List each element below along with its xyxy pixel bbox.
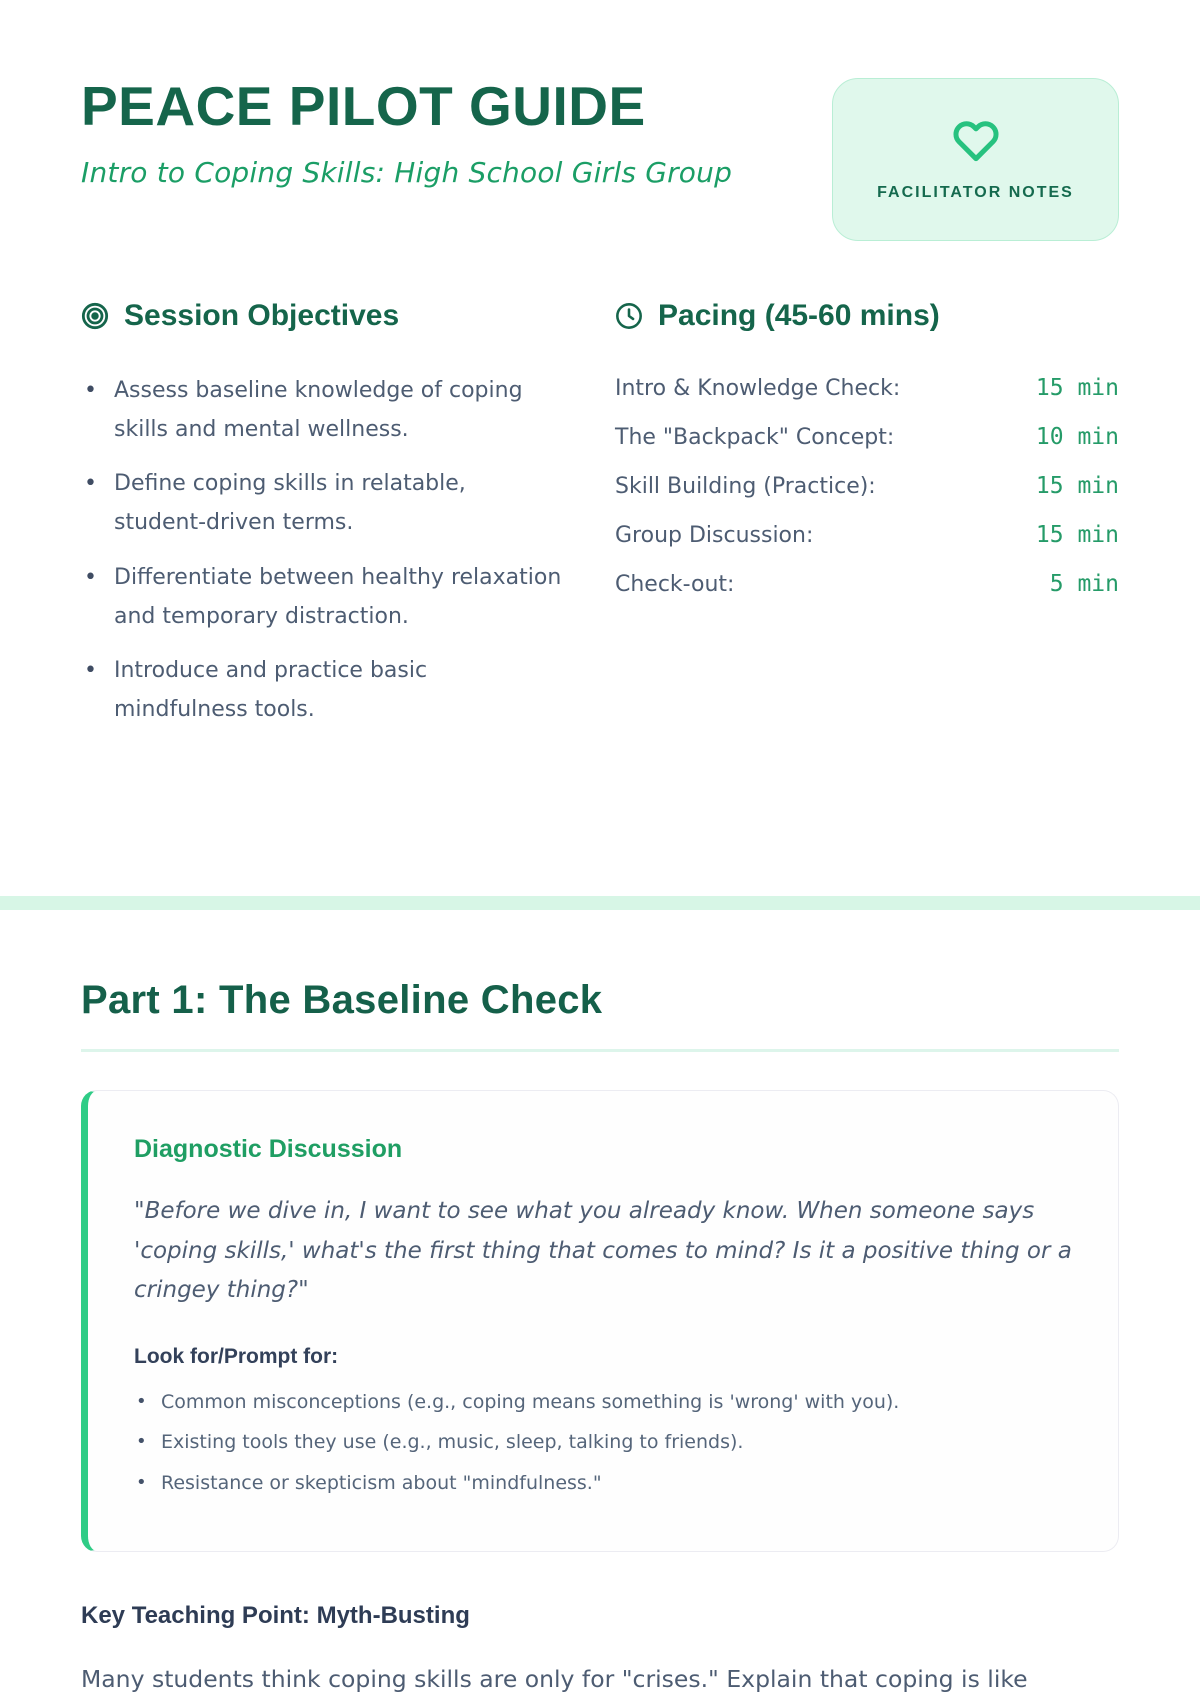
clock-icon [615,302,643,330]
pacing-section [615,299,1119,744]
session-objectives-section [81,299,563,744]
pacing-heading [615,299,1119,333]
pacing-title: Pacing (45-60 mins) [658,299,940,332]
header [81,0,1119,241]
pacing-label: Skill Building (Practice): [615,474,876,499]
pacing-value: 15 min [1035,473,1119,499]
prompt-list [134,1389,1072,1498]
overview-columns [81,299,1119,744]
document-page [0,0,1200,744]
prompt-item: • Common misconceptions (e.g., coping means something is 'wrong' with you). [134,1389,1072,1417]
part1-section [0,978,1200,1699]
objectives-list [81,371,563,729]
part1-heading-rule [81,1049,1119,1052]
page-subtitle: Intro to Coping Skills: High School Girls Group [81,155,733,189]
pacing-label: The "Backpack" Concept: [615,425,895,450]
session-objectives-heading [81,299,563,333]
title-block [81,75,733,189]
pacing-value: 10 min [1035,424,1119,450]
target-icon [81,302,109,330]
prompt-item: • Resistance or skepticism about "mindfulness." [134,1470,1072,1498]
pacing-row [615,375,1119,401]
pacing-row [615,473,1119,499]
teaching-point-heading: Key Teaching Point: Myth-Busting [81,1601,470,1629]
pacing-row [615,424,1119,450]
pacing-row [615,571,1119,597]
card-quote: "Before we dive in, I want to see what you already know. When someone says 'coping skills,' what's the first thing that comes to mind? Is it a positive thing or a cringey thing?" [134,1198,1072,1304]
card-title: Diagnostic Discussion [134,1135,403,1164]
prompt-heading: Look for/Prompt for: [134,1344,339,1368]
facilitator-notes-badge[interactable] [832,78,1119,241]
facilitator-notes-label: FACILITATOR NOTES [877,183,1074,201]
pacing-label: Intro & Knowledge Check: [615,376,901,401]
pacing-row [615,522,1119,548]
objective-item: • Introduce and practice basic mindfulness tools. [81,651,563,729]
pacing-value: 5 min [1035,571,1119,597]
prompt-item: • Existing tools they use (e.g., music, sleep, talking to friends). [134,1429,1072,1457]
page-title: PEACE PILOT GUIDE [81,75,646,137]
pacing-value: 15 min [1035,375,1119,401]
pacing-value: 15 min [1035,522,1119,548]
session-objectives-title: Session Objectives [124,299,400,332]
pacing-table [615,375,1119,597]
objective-item: • Define coping skills in relatable, student-driven terms. [81,464,563,542]
pacing-label: Group Discussion: [615,523,814,548]
heart-icon [951,118,1001,164]
diagnostic-discussion-card [81,1090,1119,1551]
objective-item: • Differentiate between healthy relaxation and temporary distraction. [81,558,563,636]
teaching-point-body: Many students think coping skills are only for "crises." Explain that coping is like [81,1664,1028,1693]
part1-heading: Part 1: The Baseline Check [81,978,603,1023]
section-divider-band [0,896,1200,910]
objective-item: • Assess baseline knowledge of coping skills and mental wellness. [81,371,563,449]
pacing-label: Check-out: [615,572,735,597]
